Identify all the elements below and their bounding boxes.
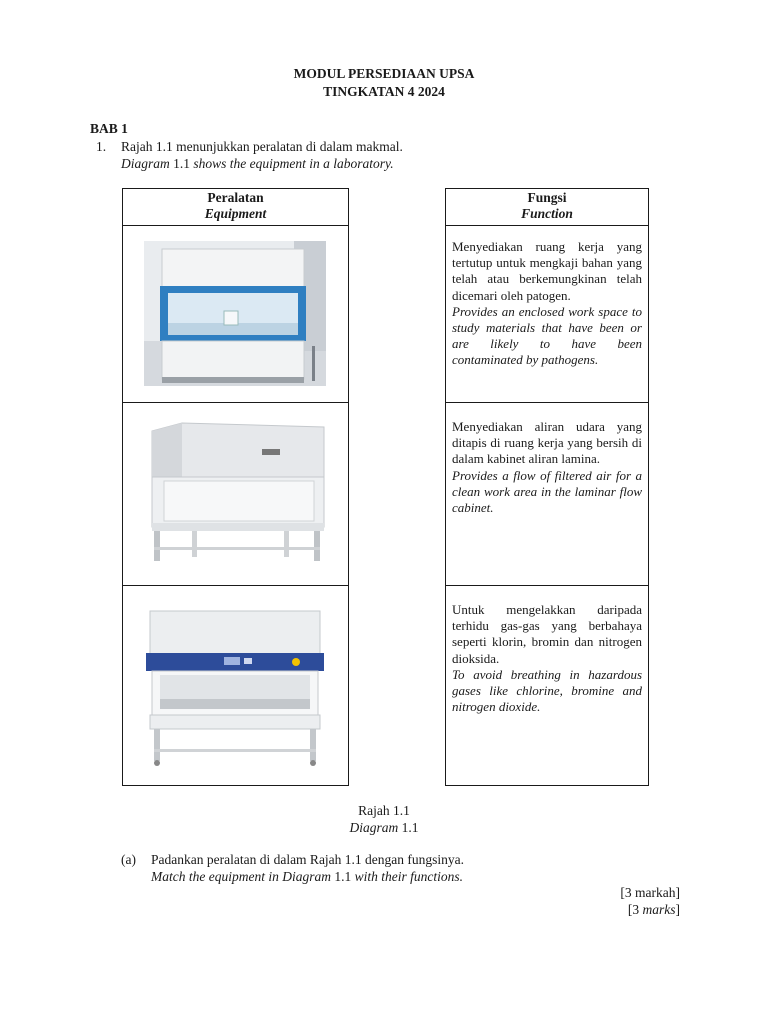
caption-en-num: 1.1 [401, 820, 419, 835]
question-text-ms: Rajah 1.1 menunjukkan peralatan di dalam makmal. [121, 139, 403, 154]
function-header [446, 189, 648, 226]
function-2-en: Provides a flow of filtered air for a clean work area in the laminar flow cabinet. [452, 467, 642, 516]
row-divider [123, 402, 348, 403]
function-1-en: Provides an enclosed work space to study materials that have been or are likely to have been contaminated by pathogens. [452, 303, 642, 368]
question-en-diagram: Diagram [121, 156, 170, 171]
part-a-en-1: Match the equipment in [151, 869, 279, 884]
equipment-header [123, 189, 348, 226]
row-divider [446, 585, 648, 586]
equipment-column [122, 188, 349, 786]
question-number: 1. [96, 139, 107, 154]
caption-en-word: Diagram [349, 820, 399, 835]
marks-en-close: ] [675, 902, 680, 917]
function-1-ms: Menyediakan ruang kerja yang tertutup untuk mengkaji bahan yang telah atau berkemungkinan telah dicemari oleh patogen. [452, 239, 642, 303]
part-a-text-ms: Padankan peralatan di dalam Rajah 1.1 dengan fungsinya. [151, 852, 465, 867]
function-1-text [452, 239, 642, 369]
function-2-ms: Menyediakan aliran udara yang ditapis di ruang kerja yang bersih di dalam kabinet aliran lamina. [452, 419, 642, 467]
question-en-num: 1.1 [173, 156, 191, 171]
form-year-title: TINGKATAN 4 2024 [323, 84, 445, 99]
part-a-en-2: Diagram [282, 869, 331, 884]
part-a-en-3: 1.1 [334, 869, 352, 884]
diagram-caption-en [0, 820, 768, 836]
question-text-en [121, 156, 394, 172]
marks-en-open: [3 [627, 902, 640, 917]
function-column [445, 188, 649, 786]
equipment-header-en: Equipment [204, 206, 267, 221]
marks-en [628, 902, 680, 918]
function-3-en: To avoid breathing in hazardous gases like chlorine, bromine and nitrogen dioxide. [452, 666, 642, 715]
chapter-label: BAB 1 [90, 121, 128, 136]
fume-hood-image [144, 603, 326, 768]
row-divider [446, 402, 648, 403]
marks-en-word: marks [642, 902, 676, 917]
function-3-text [452, 602, 642, 715]
marks-ms: [3 markah] [620, 885, 680, 900]
part-a-text-en [151, 869, 463, 885]
question-en-rest: shows the equipment in a laboratory. [193, 156, 394, 171]
biological-safety-cabinet-image [144, 241, 326, 386]
function-header-en: Function [521, 206, 573, 221]
part-a-en-4: with their functions. [354, 869, 463, 884]
function-2-text [452, 419, 642, 516]
part-a-label: (a) [121, 852, 136, 867]
laminar-flow-cabinet-image [144, 419, 326, 564]
diagram-caption-ms: Rajah 1.1 [358, 803, 410, 818]
function-header-ms: Fungsi [527, 190, 567, 205]
module-title: MODUL PERSEDIAAN UPSA [293, 66, 475, 81]
equipment-header-ms: Peralatan [207, 190, 264, 205]
row-divider [123, 585, 348, 586]
function-3-ms: Untuk mengelakkan daripada terhidu gas-gas yang berbahaya seperti klorin, bromin dan nitrogen dioksida. [452, 602, 642, 666]
